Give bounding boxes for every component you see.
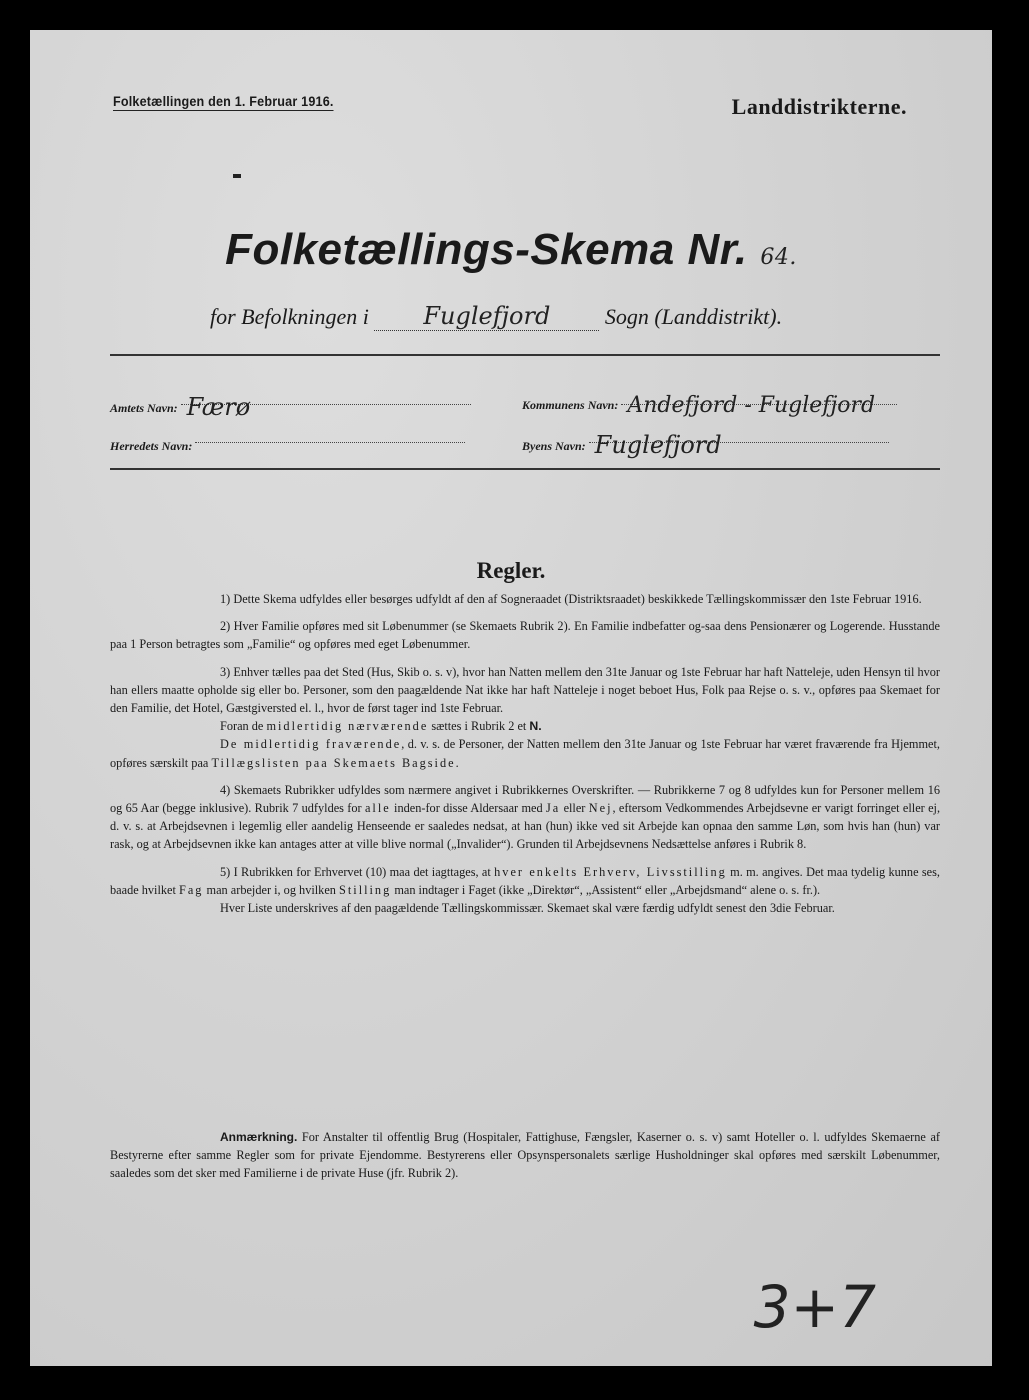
form-title <box>30 225 992 275</box>
herred-field <box>110 428 465 454</box>
anmaerkning-label: Anmærkning. <box>220 1130 298 1144</box>
by-field <box>522 428 889 459</box>
rule-1: 1) Dette Skema udfyldes eller besørges udfyldt af den af Sogneraadet (Distriktsraadet) beskikkede Tællingskommissær den 1ste Februar 1916. <box>220 592 922 606</box>
herred-line <box>195 428 465 443</box>
rule-3c-end: . <box>455 755 459 770</box>
rule-3b-spaced: midlertidig nærværende <box>266 719 429 734</box>
pencil-annotation: 3+7 <box>753 1273 876 1341</box>
parish-suffix: Sogn (Landdistrikt). <box>604 304 783 329</box>
by-value: Fuglefjord <box>594 431 722 459</box>
kommune-line <box>621 390 897 418</box>
parish-line <box>210 302 782 331</box>
census-date-header: Folketællingen den 1. Februar 1916. <box>113 93 334 109</box>
rule-5-spaced-2: Fag <box>178 882 204 897</box>
rule-4-spaced-3: Nej <box>588 801 613 816</box>
rule-6: Hver Liste underskrives af den paagældende Tællingskommissær. Skemaet skal være færdig udfyldt senest den 3die Februar. <box>220 901 835 916</box>
anmaerkning-text: For Anstalter til offentlig Brug (Hospitaler, Fattighuse, Fængsler, Kaserner o. s. v) samt Hoteller o. l. udfyldes Skemaerne af Bestyrerne efter samme Regler som for private Ejendomme. Bestyrerens eller Opsynspersonalets særlige Husholdninger skal opføres med særskilt Løbenummer, saaledes som det sker med Familierne i de private Huse (jfr. Rubrik 2). <box>110 1130 940 1181</box>
rule-3b-pre: Foran de <box>220 719 264 734</box>
rule-3b <box>110 717 940 735</box>
kommune-value: Andefjord - Fuglefjord <box>627 393 876 418</box>
rule-3c-text: , d. v. s. de Personer, der Natten mellem den 31te Januar og 1ste Februar har været fraværende fra Hjemmet, opføres særskilt paa <box>110 737 940 770</box>
district-type-header: Landdistrikterne. <box>731 94 907 119</box>
rule-4-spaced-1: alle <box>364 801 391 816</box>
rule-3b-post: sættes i Rubrik 2 et <box>431 719 527 734</box>
rule-3b-mark: N. <box>529 719 542 734</box>
form-number: 64. <box>760 245 797 270</box>
rule-2: 2) Hver Familie opføres med sit Løbenummer (se Skemaets Rubrik 2). En Familie indbefatter og-saa dens Pensionærer og Logerende. Husstande paa 1 Person betragtes som „Familie“ og opføres med eget Løbenummer. <box>110 619 940 652</box>
ink-smudge <box>233 174 241 178</box>
rules-body <box>110 590 940 926</box>
rule-5-c: man arbejder i, og hvilken <box>206 882 336 897</box>
divider-top <box>110 354 940 356</box>
parish-prefix: for Befolkningen i <box>210 304 369 329</box>
rule-3c-spaced: De midlertidig fraværende <box>220 737 402 752</box>
kommune-label: Kommunens Navn: <box>522 398 619 412</box>
amt-field <box>110 390 471 421</box>
rule-3: 3) Enhver tælles paa det Sted (Hus, Skib o. s. v), hvor han Natten mellem den 31te Januar og 1ste Februar har haft Natteleje, uden Hensyn til hvor han ellers maatte opholde sig eller bo. Personer, som den paagældende Nat ikke har haft Natteleje i noget beboet Hus, Folk paa Rejse o. s. v., opføres paa Skemaet for den Familie, det Hotel, Gæstgiversted el. l., hvor de først tager ind 1ste Februar. <box>110 664 940 716</box>
form-title-text: Folketællings-Skema Nr. <box>225 225 748 274</box>
amt-value: Færø <box>186 393 251 421</box>
rule-4-c: eller <box>563 801 586 816</box>
rule-5-spaced-3: Stilling <box>339 882 392 897</box>
rule-3c-spaced-2: Tillægslisten paa Skemaets Bagside <box>211 755 456 770</box>
rule-4-spaced-2: Ja <box>545 801 561 816</box>
divider-bottom <box>110 468 940 470</box>
rule-4-a: 4) Skemaets Rubrikker udfyldes som nærmere angivet i Rubrikkernes Overskrifter. — Rubrikkerne 7 og 8 udfyldes kun for Personer mellem 16 og 65 Aar (begge inklusive). Rubrik 7 udfyldes for <box>110 782 940 816</box>
census-form-page <box>30 30 992 1366</box>
rule-4-b: inden-for disse Aldersaar med <box>394 801 543 816</box>
rule-5 <box>110 863 940 899</box>
rule-5-spaced-1: hver enkelts Erhverv, Livsstilling <box>494 864 727 879</box>
rules-heading: Regler. <box>476 558 546 583</box>
rule-4 <box>110 781 940 854</box>
rule-3c <box>110 735 940 771</box>
by-line <box>589 428 889 459</box>
by-label: Byens Navn: <box>522 439 586 453</box>
rule-4-d: , eftersom Vedkommendes Arbejdsevne er varigt forringet eller ej, d. v. s. at Arbejdsevnen i legemlig eller aandelig Henseende er saaledes nedsat, at han (hun) ikke ved sit Arbejde kan opnaa den samme Løn, som hvis han (hun) var rask, og at Arbejdsevnen ikke kan antages atter at ville blive normal („Invalider“). Grunden til Arbejdsevnens Nedsættelse anføres i Rubrik 8. <box>110 801 941 852</box>
rule-5-d: man indtager i Faget (ikke „Direktør“, „Assistent“ eller „Arbejdsmand“ alene o. s. fr.). <box>394 882 821 897</box>
rule-5-b: m. m. angives. Det maa tydelig kunne ses, baade hvilket <box>110 864 940 897</box>
amt-label: Amtets Navn: <box>110 401 178 415</box>
kommune-field <box>522 390 897 418</box>
amt-line <box>181 390 471 421</box>
rule-5-a: 5) I Rubrikken for Erhvervet (10) maa det iagttages, at <box>220 864 491 879</box>
anmaerkning-note <box>110 1128 940 1183</box>
parish-name: Fuglefjord <box>374 302 599 331</box>
herred-label: Herredets Navn: <box>110 439 193 453</box>
